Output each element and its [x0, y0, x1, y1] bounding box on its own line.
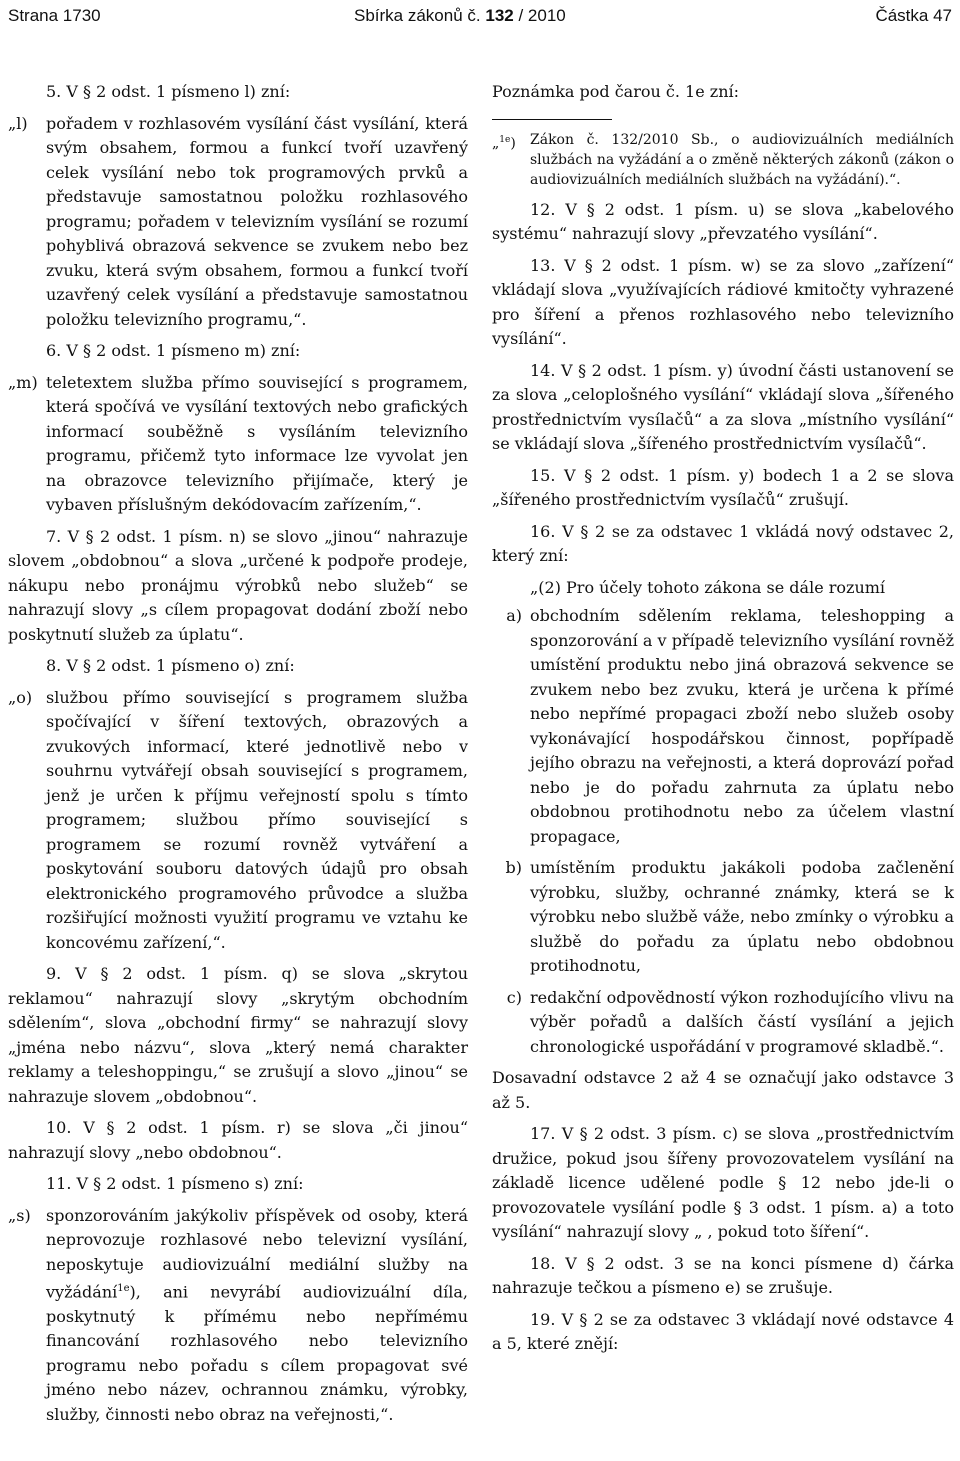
- item-label: a): [506, 606, 522, 625]
- left-column: [8, 80, 468, 1434]
- item-text: pořadem v rozhlasovém vysílání část vysílání, která svým obsahem, formou a funkcí tvoří uzavřený celek vysílání nebo tok programových prvků a představuje samostatnou položku rozhlasového programu; pořadem v televizním vysílání se rozumí pohyblivá obrazová sekvence se zvukem nebo bez zvuku, která svým obsahem, formou a funkcí tvoří uzavřený celek vysílání a představuje samostatnou položku televizního programu,“.: [46, 113, 468, 329]
- amendment-5-item: [8, 112, 468, 333]
- amendment-16: 16. V § 2 se za odstavec 1 vkládá nový odstavec 2, který zní:: [492, 521, 954, 565]
- definition-item-b: [492, 856, 954, 979]
- item-text-part-2: ), ani nevyrábí audiovizuální díla, poskytnutý k přímému nebo nepřímému financování rozhlasového nebo televizního programu nebo pořadu s cílem propagovat své jméno nebo název, ochrannou známku, výrobky, služby, činnosti nebo obraz na veřejnosti,“.: [46, 1282, 468, 1424]
- item-text: umístěním produktu jakákoli podoba začlenění výrobku, služby, ochranné známky, která se k výrobku nebo službě váže, nebo zmínky o výrobku a službě do pořadu za úplatu nebo obdobnou protihodnotu,: [530, 858, 954, 975]
- footnote: [492, 130, 954, 190]
- renumbering-note: Dosavadní odstavce 2 až 4 se označují jako odstavce 3 až 5.: [492, 1068, 954, 1112]
- footnote-ref: 1e: [117, 1283, 130, 1294]
- amendment-12: 12. V § 2 odst. 1 písm. u) se slova „kabelového systému“ nahrazují slovy „převzatého vysílání“.: [492, 199, 954, 243]
- amendment-5-intro: 5. V § 2 odst. 1 písmeno l) zní:: [46, 82, 291, 101]
- footnote-heading: Poznámka pod čarou č. 1e zní:: [492, 82, 739, 101]
- definition-item-c: [492, 986, 954, 1060]
- right-column: [492, 80, 954, 1364]
- item-label: „l): [8, 113, 28, 133]
- amendment-9: 9. V § 2 odst. 1 písm. q) se slova „skrytou reklamou“ nahrazují slovy „skrytým obchodním sdělením“, slova „obchodní firmy“ se nahrazují slovy „jména nebo názvu“, slova „který nemá charakter reklamy a teleshoppingu,“ se zrušují a slovo „jinou“ se nahrazuje slovem „obdobnou“.: [8, 964, 468, 1106]
- item-label: „m): [8, 372, 38, 392]
- amendment-8-intro: 8. V § 2 odst. 1 písmeno o) zní:: [46, 656, 295, 675]
- collection-title: [354, 6, 566, 26]
- amendment-10: 10. V § 2 odst. 1 písm. r) se slova „či jinou“ nahrazují slovy „nebo obdobnou“.: [8, 1118, 468, 1162]
- amendment-18: 18. V § 2 odst. 3 se na konci písmene d) čárka nahrazuje tečkou a písmeno e) se zrušuje.: [492, 1253, 954, 1297]
- item-text-part-1: sponzorováním jakýkoliv příspěvek od osoby, která neprovozuje rozhlasové nebo televizní vysílání, neposkytuje audiovizuální mediální služby na vyžádání: [46, 1205, 468, 1302]
- item-label: b): [505, 858, 522, 877]
- amendment-6-intro: 6. V § 2 odst. 1 písmeno m) zní:: [46, 341, 301, 360]
- amendment-15: 15. V § 2 odst. 1 písm. y) bodech 1 a 2 se slova „šířeného prostřednictvím vysílačů“ zrušují.: [492, 465, 954, 509]
- item-text: [46, 1204, 468, 1428]
- amendment-19: 19. V § 2 se za odstavec 3 vkládají nové odstavce 4 a 5, které znějí:: [492, 1309, 954, 1353]
- quote-mark: „: [492, 135, 500, 152]
- item-text: obchodním sdělením reklama, teleshopping a sponzorování a v případě televizního vysílání rovněž umístění produktu nebo jiná obrazová sekvence se zvukem nebo bez zvuku, která je určena k přímé nebo nepřímé propagaci zboží nebo služeb osoby vykonávající hospodářskou činnost, popřípadě jejího obrazu na veřejnosti, a která doprovází pořad nebo je do pořadu zahrnuta za úplatu nebo obdobnou protihodnotu nebo za účelem vlastní propagace,: [530, 606, 954, 846]
- definition-item-a: [492, 604, 954, 849]
- amendment-6-item: [8, 371, 468, 518]
- amendment-17: 17. V § 2 odst. 3 písm. c) se slova „prostřednictvím družice, pokud jsou šířeny provozovatelem vysílání na základě licence udělené podle § 12 nebo jde-li o provozovatele vysílání podle § 3 odst. 1 písm. a) a toto vysílání“ nahrazují slovy „ , pokud toto šíření“.: [492, 1124, 954, 1241]
- amendment-11-intro: 11. V § 2 odst. 1 písmeno s) zní:: [46, 1174, 304, 1193]
- amendment-14: 14. V § 2 odst. 1 písm. y) úvodní části ustanovení se za slova „celoplošného vysílání“ vkládají slova „šířeného prostřednictvím vysílačů“ a za slova „místního vysílání“ se vkládají slova „šířeného prostřednictvím vysílačů“.: [492, 360, 954, 453]
- item-text: službou přímo související s programem služba spočívající v šíření textových, obrazových a zvukových informací, které jednotlivě nebo v souhrnu vytvářejí obsah související s programem, jenž je určen k příjmu veřejností spolu s tímto programem; službou přímo související s programem se rozumí rovněž vytváření a poskytování souboru datových údajů pro obsah elektronického programového průvodce a služba rozšiřující možnosti využití programu ve vztahu ke koncovému zařízení,“.: [46, 687, 468, 952]
- collection-number: 132: [485, 6, 514, 25]
- item-text: redakční odpovědností výkon rozhodujícího vlivu na výběr pořadů a dalších částí vysílání a jejich chronologické uspořádání v programové skladbě.“.: [530, 987, 954, 1056]
- item-label: „o): [8, 687, 33, 707]
- footnote-divider: [492, 119, 612, 120]
- collection-prefix: Sbírka zákonů č.: [354, 6, 481, 25]
- issue-number: Částka 47: [875, 6, 952, 25]
- collection-year: / 2010: [518, 6, 566, 25]
- footnote-label: [492, 130, 530, 190]
- item-text: teletextem služba přímo související s programem, která spočívá ve vysílání textových nebo grafických informací souběžně s vysíláním televizního programu, přičemž tyto informace lze vyvolat jen na obrazovce televizního přijímače, který je vybaven příslušným dekódovacím zařízením,“.: [46, 372, 468, 514]
- footnote-sup: 1e: [499, 134, 511, 145]
- page-header: [0, 6, 960, 36]
- page-number: Strana 1730: [8, 6, 101, 25]
- footnote-text: Zákon č. 132/2010 Sb., o audiovizuálních mediálních službách na vyžádání a o změně některých zákonů (zákon o audiovizuálních mediálních službách na vyžádání).“.: [530, 131, 954, 188]
- paren: ): [510, 135, 516, 152]
- item-label: c): [506, 987, 522, 1007]
- amendment-13: 13. V § 2 odst. 1 písm. w) se za slovo „zařízení“ vkládají slova „využívajících rádiové kmitočty vyhrazené pro šíření a přenos rozhlasového nebo televizního vysílání“.: [492, 255, 954, 348]
- amendment-11-item: [8, 1204, 468, 1428]
- amendment-16-sub: „(2) Pro účely tohoto zákona se dále rozumí: [530, 577, 886, 597]
- amendment-7: 7. V § 2 odst. 1 písm. n) se slovo „jinou“ nahrazuje slovem „obdobnou“ a slova „určené k podpoře prodeje, nákupu nebo pronájmu výrobků nebo služeb“ se nahrazují slovy „s cílem propagovat dodání zboží nebo poskytnutí služeb za úplatu“.: [8, 526, 468, 644]
- item-label: „s): [8, 1205, 31, 1225]
- amendment-8-item: [8, 686, 468, 956]
